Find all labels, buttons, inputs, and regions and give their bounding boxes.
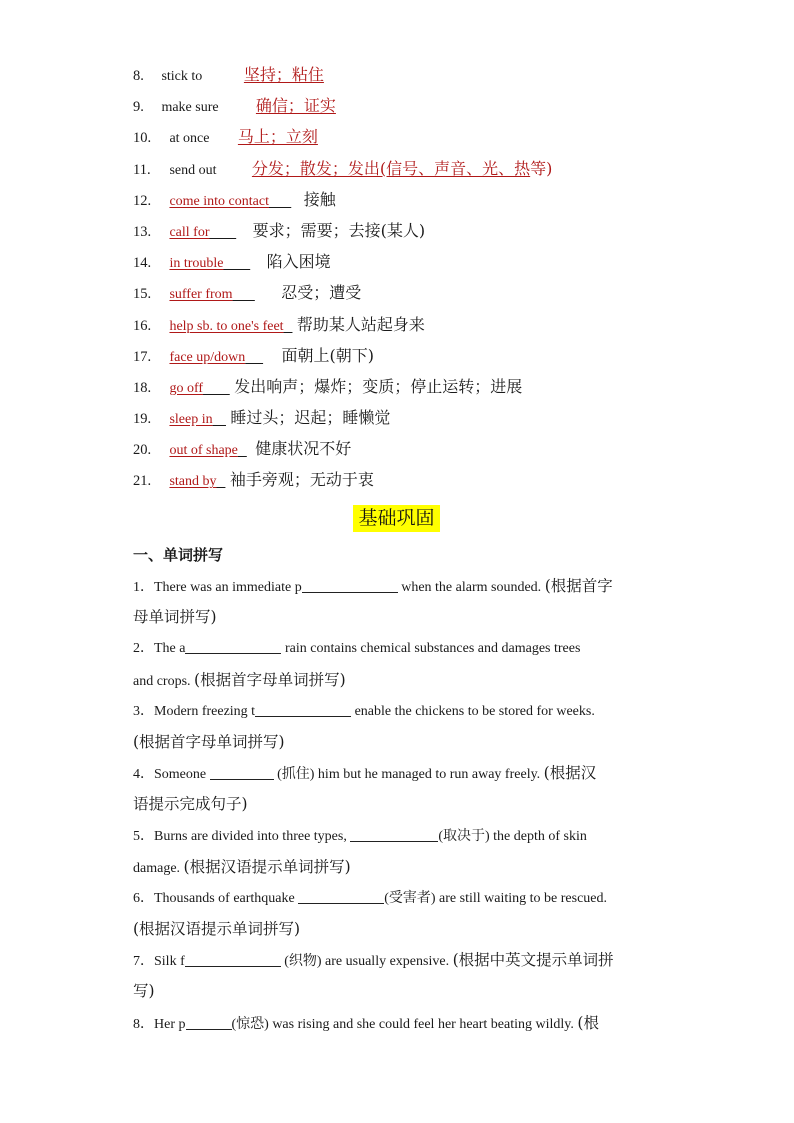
question-text: when the alarm sounded.	[397, 580, 545, 595]
question-text: 5．Burns are divided into three types,	[133, 828, 351, 844]
item-number: 11.	[133, 161, 151, 178]
meaning-text: 陷入困境	[266, 252, 331, 272]
question-text: (织物) are usually expensive.	[280, 954, 453, 970]
question-text: 1．There was an immediate p	[133, 580, 302, 595]
answer-phrase: stand by	[169, 474, 217, 490]
exercise-line	[133, 977, 661, 1008]
answer-blank[interactable]	[210, 764, 274, 780]
answer-blank[interactable]	[185, 638, 281, 654]
meaning-text: 忍受；遭受	[281, 283, 362, 303]
question-text: (抓住) him but he managed to run away freely.	[273, 767, 544, 783]
answer-phrase: face up/down	[169, 349, 246, 365]
phrase-list	[133, 62, 733, 499]
meaning-text: 面朝上(朝下)	[281, 345, 375, 365]
question-text: and crops.	[133, 673, 195, 689]
exercise-line	[133, 728, 661, 759]
item-number: 12.	[133, 192, 152, 209]
answer-phrase: call for	[169, 224, 210, 240]
list-item	[133, 343, 733, 374]
question-text: 4．Someone	[133, 767, 210, 783]
item-number: 18.	[133, 379, 152, 396]
exercise-list	[133, 572, 661, 1040]
instruction-text: (根据首字	[544, 577, 613, 595]
list-item	[133, 374, 733, 405]
question-text: 7．Silk f	[133, 954, 185, 970]
answer-phrase: go off	[169, 380, 204, 396]
instruction-text: 语提示完成句子)	[133, 795, 248, 814]
question-text: 6．Thousands of earthquake	[133, 890, 299, 906]
list-item	[133, 187, 733, 218]
meaning-text: 袖手旁观；无动于衷	[229, 470, 374, 490]
question-text: 2．The a	[133, 641, 186, 657]
answer-blank[interactable]	[302, 577, 398, 593]
instruction-text: (根据中英文提示单词拼	[452, 951, 614, 970]
question-text: damage.	[133, 860, 184, 876]
answer-meaning: 确信；证实	[255, 96, 336, 116]
list-item	[133, 405, 733, 436]
question-text: (受害者) are still waiting to be rescued.	[384, 890, 608, 906]
item-number: 19.	[133, 411, 152, 428]
exercise-line	[133, 822, 661, 853]
list-item	[133, 124, 733, 155]
list-item	[133, 249, 733, 280]
answer-phrase: come into contact	[169, 193, 269, 209]
item-number: 16.	[133, 317, 152, 334]
exercise-line	[133, 634, 661, 665]
item-number: 9.	[133, 99, 144, 116]
question-text: enable the chickens to be stored for weeks.	[351, 703, 595, 719]
meaning-text: 要求；需要；去接(某人)	[252, 220, 426, 240]
answer-phrase: suffer from	[169, 287, 233, 303]
meaning-text: 发出响声；爆炸；变质；停止运转；进展	[234, 376, 523, 396]
item-number: 20.	[133, 442, 152, 459]
exercise-line	[133, 759, 661, 790]
sub-heading: 一、单词拼写	[133, 546, 224, 564]
instruction-text: 母单词拼写)	[133, 608, 217, 627]
item-number: 21.	[133, 473, 152, 490]
instruction-text: (根据汉	[543, 764, 597, 783]
meaning-text: 睡过头；迟起；睡懒觉	[230, 408, 391, 428]
phrase-text: stick to	[161, 69, 203, 84]
exercise-line	[133, 666, 661, 697]
item-number: 13.	[133, 223, 152, 240]
section-title: 基础巩固	[353, 505, 440, 532]
question-text: 3．Modern freezing t	[133, 703, 256, 719]
exercise-line	[133, 1009, 661, 1040]
instruction-text: (根据首字母单词拼写)	[133, 732, 285, 751]
item-number: 8.	[133, 68, 144, 84]
answer-meaning-tail: 等)	[530, 158, 553, 178]
item-number: 15.	[133, 286, 152, 303]
answer-blank[interactable]	[350, 826, 438, 842]
exercise-line	[133, 790, 661, 821]
answer-blank[interactable]	[185, 951, 281, 967]
meaning-text: 接触	[303, 189, 336, 209]
exercise-line	[133, 603, 661, 634]
question-text: rain contains chemical substances and damages trees	[281, 641, 581, 657]
meaning-text: 帮助某人站起身来	[296, 314, 425, 334]
answer-blank[interactable]	[186, 1014, 232, 1030]
exercise-line	[133, 946, 661, 977]
instruction-text: (根据汉语提示单词拼写)	[133, 920, 301, 939]
exercise-line	[133, 697, 661, 728]
answer-meaning: 马上；立刻	[237, 127, 318, 147]
instruction-text: (根	[577, 1013, 599, 1032]
answer-phrase: help sb. to one's feet	[169, 318, 284, 334]
instruction-text: (根据首字母单词拼写)	[194, 670, 346, 689]
phrase-text: make sure	[161, 100, 219, 116]
question-text: (取决于) the depth of skin	[438, 828, 587, 844]
answer-phrase: in trouble	[169, 256, 224, 272]
answer-blank[interactable]	[255, 701, 351, 717]
answer-blank[interactable]	[298, 888, 384, 904]
list-item	[133, 467, 733, 498]
item-number: 14.	[133, 255, 152, 272]
list-item	[133, 436, 733, 467]
exercise-line	[133, 853, 661, 884]
answer-meaning: 分发；散发；发出(信号、声音、光、热	[251, 158, 531, 178]
answer-meaning: 坚持；粘住	[243, 65, 324, 84]
instruction-text: (根据汉语提示单词拼写)	[183, 857, 351, 876]
list-item	[133, 218, 733, 249]
answer-phrase: sleep in	[169, 412, 213, 428]
list-item	[133, 62, 733, 93]
phrase-text: at once	[169, 131, 210, 147]
meaning-text: 健康状况不好	[255, 439, 352, 459]
question-text: (惊恐) was rising and she could feel her heart beating wildly.	[231, 1016, 578, 1032]
phrase-text: send out	[169, 162, 217, 178]
exercise-line	[133, 572, 661, 603]
list-item	[133, 312, 733, 343]
list-item	[133, 280, 733, 311]
exercise-line	[133, 915, 661, 946]
item-number: 17.	[133, 348, 152, 365]
item-number: 10.	[133, 130, 152, 147]
exercise-line	[133, 884, 661, 915]
instruction-text: 写)	[133, 982, 155, 1001]
answer-phrase: out of shape	[169, 443, 238, 459]
list-item	[133, 93, 733, 124]
question-text: 8．Her p	[133, 1016, 186, 1032]
list-item	[133, 156, 733, 187]
